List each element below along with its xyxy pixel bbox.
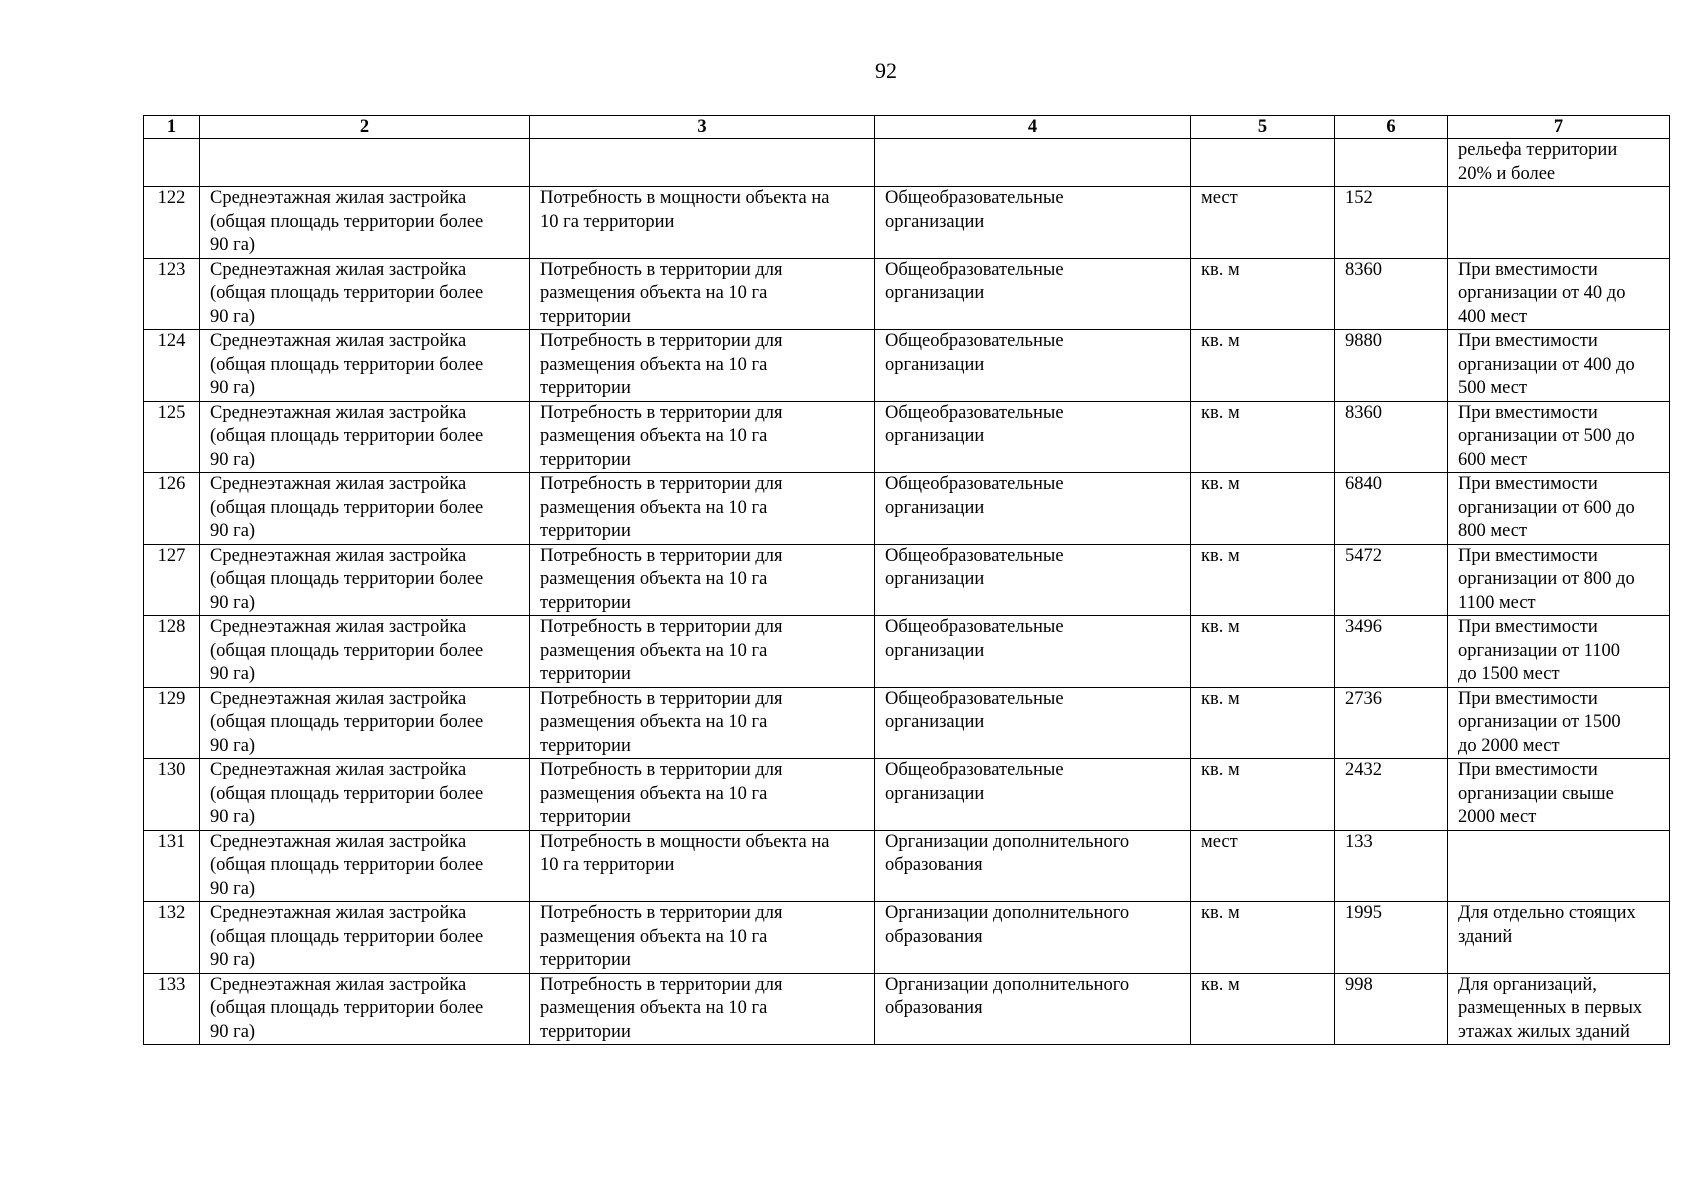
- unit-cell: кв. м: [1191, 616, 1335, 688]
- row-number-cell: 123: [144, 258, 200, 330]
- unit-cell: кв. м: [1191, 759, 1335, 831]
- indicator-cell: Потребность в территории для размещения объекта на 10 га территории: [530, 902, 875, 974]
- indicator-cell: Потребность в мощности объекта на 10 га территории: [530, 830, 875, 902]
- development-type-cell: Среднеэтажная жилая застройка (общая площадь территории более 90 га): [200, 830, 530, 902]
- facility-type-cell: Общеобразовательные организации: [875, 759, 1191, 831]
- unit-cell: мест: [1191, 830, 1335, 902]
- facility-type-cell: Общеобразовательные организации: [875, 330, 1191, 402]
- table-row: [144, 258, 1670, 330]
- table-header-row: [144, 116, 1670, 139]
- facility-type-cell: Общеобразовательные организации: [875, 258, 1191, 330]
- facility-type-cell: [875, 139, 1191, 187]
- development-type-cell: Среднеэтажная жилая застройка (общая площадь территории более 90 га): [200, 902, 530, 974]
- indicator-cell: Потребность в территории для размещения объекта на 10 га территории: [530, 330, 875, 402]
- indicator-cell: Потребность в территории для размещения объекта на 10 га территории: [530, 687, 875, 759]
- note-cell: Для отдельно стоящих зданий: [1448, 902, 1670, 974]
- value-cell: 6840: [1335, 473, 1448, 545]
- value-cell: 3496: [1335, 616, 1448, 688]
- unit-cell: кв. м: [1191, 902, 1335, 974]
- development-type-cell: Среднеэтажная жилая застройка (общая площадь территории более 90 га): [200, 544, 530, 616]
- table-row: [144, 830, 1670, 902]
- note-cell: рельефа территории 20% и более: [1448, 139, 1670, 187]
- table-row: [144, 330, 1670, 402]
- development-type-cell: Среднеэтажная жилая застройка (общая площадь территории более 90 га): [200, 687, 530, 759]
- note-cell: При вместимости организации от 500 до 600 мест: [1448, 401, 1670, 473]
- value-cell: 998: [1335, 973, 1448, 1045]
- note-cell: При вместимости организации свыше 2000 мест: [1448, 759, 1670, 831]
- row-number-cell: 131: [144, 830, 200, 902]
- column-header: 3: [530, 116, 875, 139]
- row-number-cell: 124: [144, 330, 200, 402]
- note-cell: При вместимости организации от 1500 до 2000 мест: [1448, 687, 1670, 759]
- note-cell: При вместимости организации от 1100 до 1500 мест: [1448, 616, 1670, 688]
- unit-cell: кв. м: [1191, 258, 1335, 330]
- indicator-cell: Потребность в территории для размещения объекта на 10 га территории: [530, 616, 875, 688]
- development-type-cell: Среднеэтажная жилая застройка (общая площадь территории более 90 га): [200, 473, 530, 545]
- table-row: [144, 759, 1670, 831]
- table-row: [144, 687, 1670, 759]
- indicator-cell: Потребность в территории для размещения объекта на 10 га территории: [530, 973, 875, 1045]
- development-type-cell: Среднеэтажная жилая застройка (общая площадь территории более 90 га): [200, 616, 530, 688]
- row-number-cell: 127: [144, 544, 200, 616]
- facility-type-cell: Общеобразовательные организации: [875, 616, 1191, 688]
- column-header: 6: [1335, 116, 1448, 139]
- row-number-cell: 128: [144, 616, 200, 688]
- value-cell: 8360: [1335, 401, 1448, 473]
- value-cell: 2432: [1335, 759, 1448, 831]
- facility-type-cell: Организации дополнительного образования: [875, 830, 1191, 902]
- row-number-cell: 126: [144, 473, 200, 545]
- facility-type-cell: Общеобразовательные организации: [875, 544, 1191, 616]
- note-cell: Для организаций, размещенных в первых этажах жилых зданий: [1448, 973, 1670, 1045]
- indicator-cell: Потребность в территории для размещения объекта на 10 га территории: [530, 401, 875, 473]
- norms-table: [143, 115, 1670, 1045]
- development-type-cell: Среднеэтажная жилая застройка (общая площадь территории более 90 га): [200, 187, 530, 259]
- column-header: 7: [1448, 116, 1670, 139]
- value-cell: 133: [1335, 830, 1448, 902]
- row-number-cell: 130: [144, 759, 200, 831]
- indicator-cell: Потребность в территории для размещения объекта на 10 га территории: [530, 544, 875, 616]
- value-cell: 9880: [1335, 330, 1448, 402]
- unit-cell: кв. м: [1191, 473, 1335, 545]
- development-type-cell: Среднеэтажная жилая застройка (общая площадь территории более 90 га): [200, 759, 530, 831]
- unit-cell: кв. м: [1191, 330, 1335, 402]
- indicator-cell: Потребность в территории для размещения объекта на 10 га территории: [530, 759, 875, 831]
- row-number-cell: 122: [144, 187, 200, 259]
- unit-cell: кв. м: [1191, 401, 1335, 473]
- facility-type-cell: Общеобразовательные организации: [875, 473, 1191, 545]
- row-number-cell: 132: [144, 902, 200, 974]
- row-number-cell: [144, 139, 200, 187]
- note-cell: При вместимости организации от 400 до 500 мест: [1448, 330, 1670, 402]
- indicator-cell: Потребность в территории для размещения объекта на 10 га территории: [530, 258, 875, 330]
- value-cell: 5472: [1335, 544, 1448, 616]
- indicator-cell: Потребность в мощности объекта на 10 га территории: [530, 187, 875, 259]
- column-header: 1: [144, 116, 200, 139]
- facility-type-cell: Общеобразовательные организации: [875, 401, 1191, 473]
- note-cell: При вместимости организации от 800 до 1100 мест: [1448, 544, 1670, 616]
- indicator-cell: Потребность в территории для размещения объекта на 10 га территории: [530, 473, 875, 545]
- indicator-cell: [530, 139, 875, 187]
- facility-type-cell: Общеобразовательные организации: [875, 187, 1191, 259]
- table-row: [144, 473, 1670, 545]
- value-cell: [1335, 139, 1448, 187]
- note-cell: При вместимости организации от 600 до 800 мест: [1448, 473, 1670, 545]
- development-type-cell: Среднеэтажная жилая застройка (общая площадь территории более 90 га): [200, 258, 530, 330]
- row-number-cell: 125: [144, 401, 200, 473]
- value-cell: 2736: [1335, 687, 1448, 759]
- facility-type-cell: Общеобразовательные организации: [875, 687, 1191, 759]
- value-cell: 1995: [1335, 902, 1448, 974]
- development-type-cell: [200, 139, 530, 187]
- table-row: [144, 187, 1670, 259]
- development-type-cell: Среднеэтажная жилая застройка (общая площадь территории более 90 га): [200, 973, 530, 1045]
- page-number: 92: [875, 58, 897, 83]
- facility-type-cell: Организации дополнительного образования: [875, 902, 1191, 974]
- column-header: 2: [200, 116, 530, 139]
- table-row: [144, 616, 1670, 688]
- row-number-cell: 129: [144, 687, 200, 759]
- table-row: [144, 544, 1670, 616]
- unit-cell: кв. м: [1191, 973, 1335, 1045]
- value-cell: 8360: [1335, 258, 1448, 330]
- row-number-cell: 133: [144, 973, 200, 1045]
- facility-type-cell: Организации дополнительного образования: [875, 973, 1191, 1045]
- unit-cell: кв. м: [1191, 544, 1335, 616]
- column-header: 5: [1191, 116, 1335, 139]
- table-body: [144, 139, 1670, 1045]
- table-row: [144, 902, 1670, 974]
- value-cell: 152: [1335, 187, 1448, 259]
- development-type-cell: Среднеэтажная жилая застройка (общая площадь территории более 90 га): [200, 330, 530, 402]
- development-type-cell: Среднеэтажная жилая застройка (общая площадь территории более 90 га): [200, 401, 530, 473]
- table-row: [144, 139, 1670, 187]
- unit-cell: мест: [1191, 187, 1335, 259]
- note-cell: При вместимости организации от 40 до 400 мест: [1448, 258, 1670, 330]
- unit-cell: [1191, 139, 1335, 187]
- table-row: [144, 973, 1670, 1045]
- unit-cell: кв. м: [1191, 687, 1335, 759]
- note-cell: [1448, 830, 1670, 902]
- table-row: [144, 401, 1670, 473]
- note-cell: [1448, 187, 1670, 259]
- column-header: 4: [875, 116, 1191, 139]
